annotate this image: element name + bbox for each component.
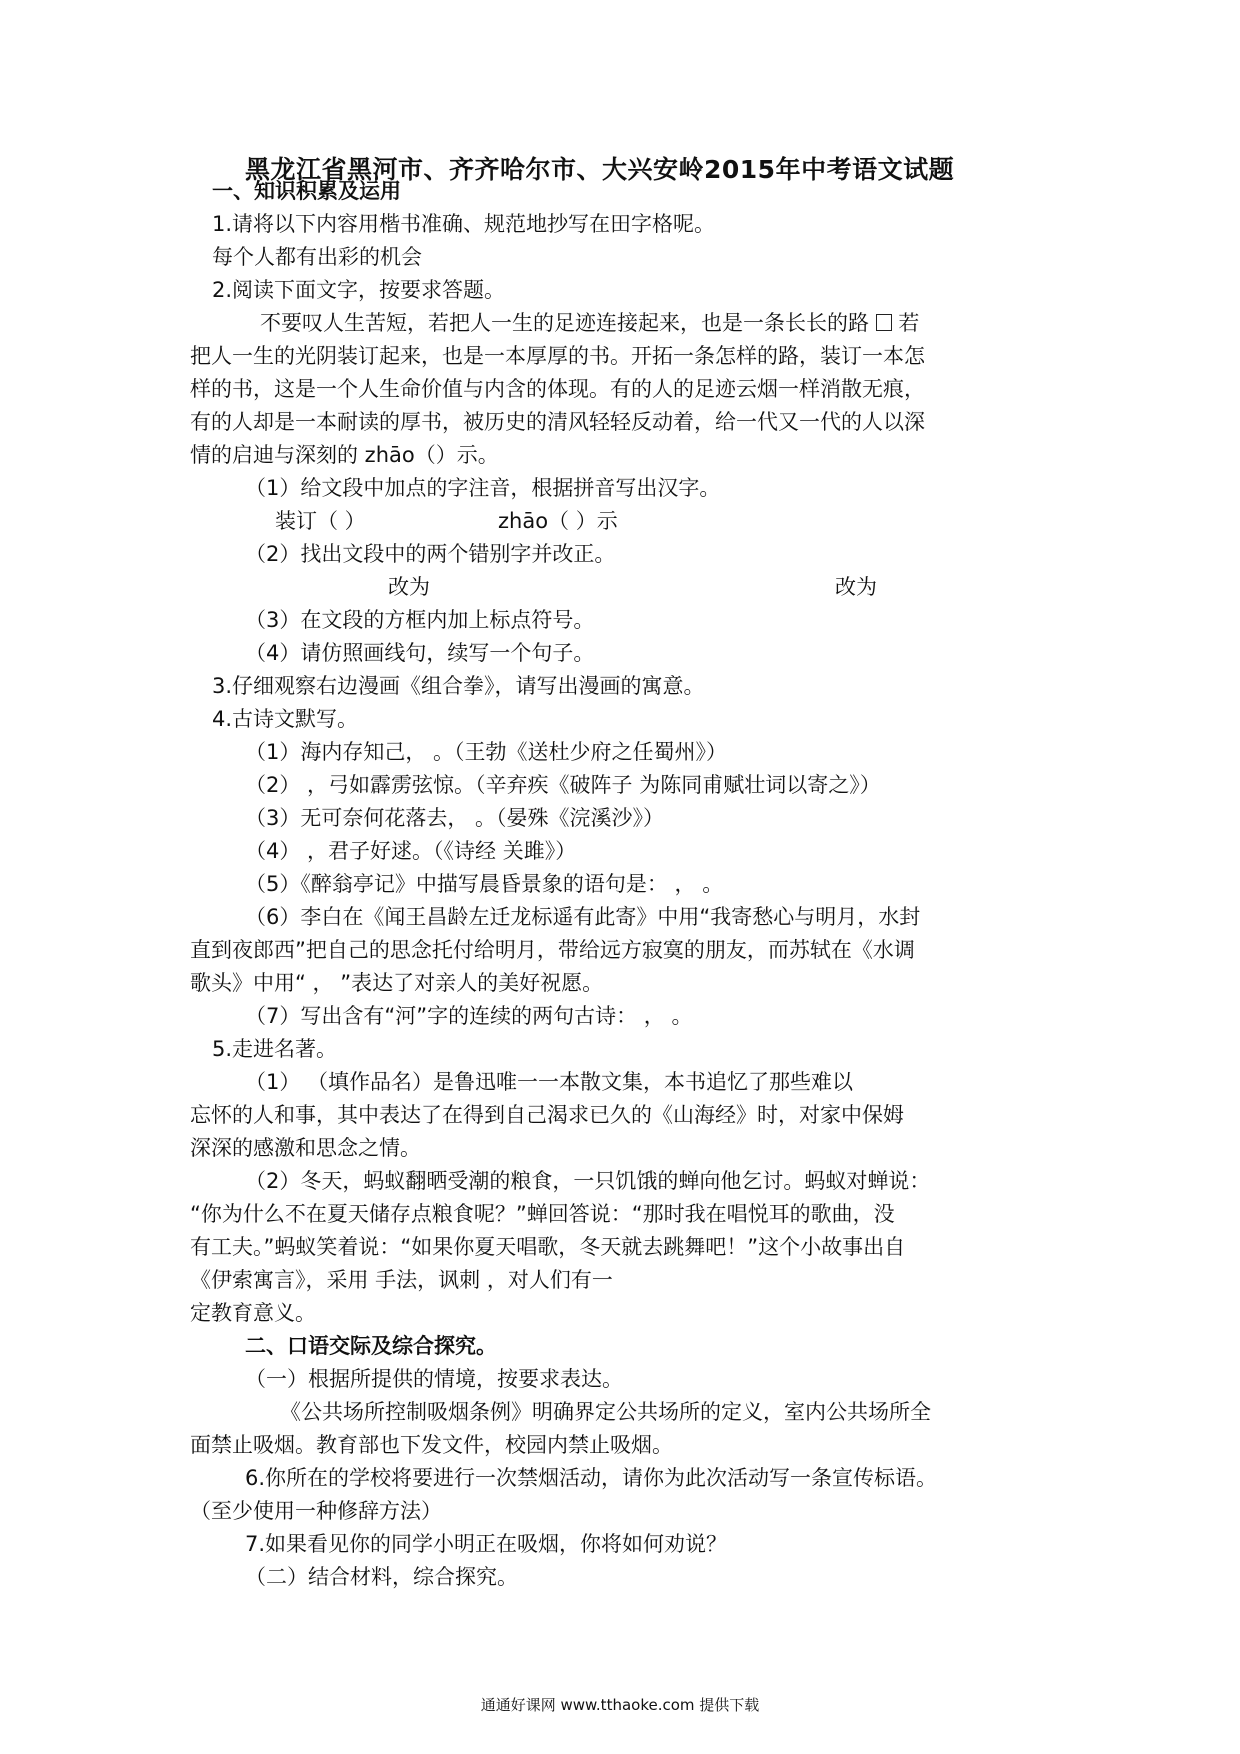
question-4-3: （3）无可奈何花落去， 。（晏殊《浣溪沙》）: [245, 806, 665, 830]
question-2-1-b: zhāo（ ）示: [498, 509, 618, 533]
section-2-part-1: （一）根据所提供的情境，按要求表达。: [245, 1367, 623, 1391]
question-5-2-line-1: （2）冬天，蚂蚁翻晒受潮的粮食，一只饥饿的蝉向他乞讨。蚂蚁对蝉说：: [245, 1169, 931, 1193]
question-4: 4.古诗文默写。: [212, 707, 359, 731]
footer-credit: 通通好课网 www.tthaoke.com 提供下载: [480, 1696, 760, 1714]
passage-line-4: 有的人却是一本耐读的厚书，被历史的清风轻轻反动着，给一代又一代的人以深: [190, 410, 925, 434]
question-2-4: （4）请仿照画线句，续写一个句子。: [245, 641, 595, 665]
question-6-line-1: 6.你所在的学校将要进行一次禁烟活动，请你为此次活动写一条宣传标语。: [245, 1466, 938, 1490]
question-2-3: （3）在文段的方框内加上标点符号。: [245, 608, 595, 632]
question-2-2-b: 改为: [835, 575, 877, 599]
question-2-1: （1）给文段中加点的字注音，根据拼音写出汉字。: [245, 476, 721, 500]
section-1-heading: 一、知识积累及运用: [212, 179, 401, 203]
question-2-2: （2）找出文段中的两个错别字并改正。: [245, 542, 616, 566]
question-4-6-line-1: （6）李白在《闻王昌龄左迁龙标遥有此寄》中用“我寄愁心与明月，水封: [245, 905, 921, 929]
question-4-6-line-3: 歌头》中用“ ， ”表达了对亲人的美好祝愿。: [190, 971, 604, 995]
question-5-2-line-3: 有工夫。”蚂蚁笑着说：“如果你夏天唱歌，冬天就去跳舞吧！”这个小故事出自: [190, 1235, 906, 1259]
passage-line-1-text: 不要叹人生苦短，若把人一生的足迹连接起来，也是一条长长的路: [260, 311, 869, 335]
question-5: 5.走进名著。: [212, 1037, 338, 1061]
question-4-6-line-2: 直到夜郎西”把自己的思念托付给明月，带给远方寂寞的朋友，而苏轼在《水调: [190, 938, 915, 962]
question-4-2: （2） ，弓如霹雳弦惊。（辛弃疾《破阵子 为陈同甫赋壮词以寄之》）: [245, 773, 881, 797]
punctuation-box: [876, 314, 892, 331]
passage-line-2: 把人一生的光阴装订起来，也是一本厚厚的书。开拓一条怎样的路，装订一本怎: [190, 344, 925, 368]
question-3: 3.仔细观察右边漫画《组合拳》，请写出漫画的寓意。: [212, 674, 705, 698]
section-2-heading: 二、口语交际及综合探究。: [245, 1334, 497, 1358]
question-2: 2.阅读下面文字，按要求答题。: [212, 278, 506, 302]
question-5-1-line-3: 深深的感激和思念之情。: [190, 1136, 421, 1160]
question-4-1: （1）海内存知己， 。（王勃《送杜少府之任蜀州》）: [245, 740, 728, 764]
context-line-2: 面禁止吸烟。教育部也下发文件，校园内禁止吸烟。: [190, 1433, 673, 1457]
passage-line-1: [260, 308, 919, 338]
context-line-1: 《公共场所控制吸烟条例》明确界定公共场所的定义，室内公共场所全: [280, 1400, 931, 1424]
passage-line-3: 样的书，这是一个人生命价值与内含的体现。有的人的足迹云烟一样消散无痕，: [190, 377, 925, 401]
question-1-text: 每个人都有出彩的机会: [212, 245, 422, 269]
question-2-2-a: 改为: [388, 575, 430, 599]
question-6-line-2: （至少使用一种修辞方法）: [190, 1499, 442, 1523]
question-7: 7.如果看见你的同学小明正在吸烟，你将如何劝说？: [245, 1532, 728, 1556]
question-5-2-line-4: 《伊索寓言》，采用 手法，讽刺 ，对人们有一: [190, 1268, 613, 1292]
question-4-7: （7）写出含有“河”字的连续的两句古诗： ， 。: [245, 1004, 693, 1028]
question-2-1-a: 装订（ ）: [275, 509, 366, 533]
question-4-5: （5）《醉翁亭记》中描写晨昏景象的语句是： ， 。: [245, 872, 724, 896]
question-5-1-line-2: 忘怀的人和事，其中表达了在得到自己渴求已久的《山海经》时，对家中保姆: [190, 1103, 904, 1127]
question-5-2-line-2: “你为什么不在夏天储存点粮食呢？”蝉回答说：“那时我在唱悦耳的歌曲，没: [190, 1202, 895, 1226]
question-5-2-line-5: 定教育意义。: [190, 1301, 316, 1325]
exam-title: 黑龙江省黑河市、齐齐哈尔市、大兴安岭2015年中考语文试题: [245, 155, 955, 184]
passage-line-5: 情的启迪与深刻的 zhāo（）示。: [190, 443, 499, 467]
question-4-4: （4） ，君子好逑。（《诗经 关雎》）: [245, 839, 577, 863]
question-1: 1.请将以下内容用楷书准确、规范地抄写在田字格呢。: [212, 212, 716, 236]
section-2-part-2: （二）结合材料，综合探究。: [245, 1565, 518, 1589]
passage-line-1-end: 若: [898, 311, 920, 335]
question-5-1-line-1: （1） （填作品名）是鲁迅唯一一本散文集，本书追忆了那些难以: [245, 1070, 854, 1094]
